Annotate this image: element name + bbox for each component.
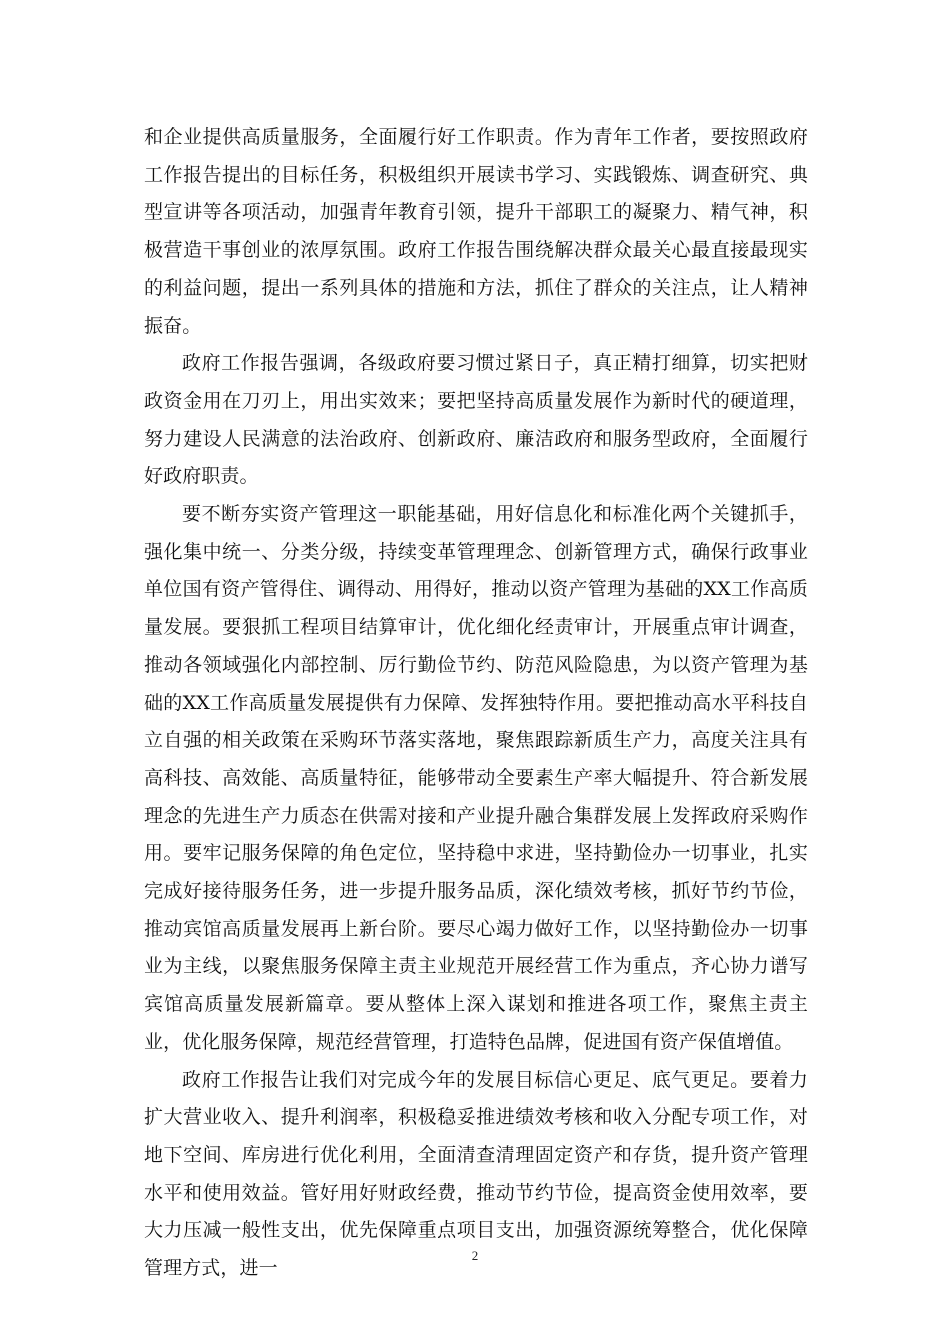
paragraph-fiscal-discipline: 政府工作报告强调，各级政府要习惯过紧日子，真正精打细算，切实把财政资金用在刀刃上，用出实效来；要把坚持高质量发展作为新时代的硬道理，努力建设人民满意的法治政府、创新政府、廉洁政府和服务型政府，全面履行好政府职责。	[144, 352, 808, 488]
paragraph-asset-management: 要不断夯实资产管理这一职能基础，用好信息化和标准化两个关键抓手，强化集中统一、分类分级，持续变革管理理念、创新管理方式，确保行政事业单位国有资产管得住、调得动、用得好，推动以资产管理为基础的XX工作高质量发展。要狠抓工程项目结算审计，优化细化经责审计，开展重点审计调查，推动各领域强化内部控制、厉行勤俭节约、防范风险隐患，为以资产管理为基础的XX工作高质量发展提供有力保障、发挥独特作用。要把推动高水平科技自立自强的相关政策在采购环节落实落地，聚焦跟踪新质生产力，高度关注具有高科技、高效能、高质量特征，能够带动全要素生产率大幅提升、符合新发展理念的先进生产力质态在供需对接和产业提升融合集群发展上发挥政府采购作用。要牢记服务保障的角色定位，坚持稳中求进，坚持勤俭办一切事业，扎实完成好接待服务任务，进一步提升服务品质，深化绩效考核，抓好节约节俭，推动宾馆高质量发展再上新台阶。要尽心竭力做好工作，以坚持勤俭办一切事业为主线，以聚焦服务保障主责主业规范开展经营工作为重点，齐心协力谱写宾馆高质量发展新篇章。要从整体上深入谋划和推进各项工作，聚焦主责主业，优化服务保障，规范经营管理，打造特色品牌，促进国有资产保值增值。	[144, 503, 808, 1053]
document-body	[144, 119, 808, 1288]
paragraph-development-goals: 政府工作报告让我们对完成今年的发展目标信心更足、底气更足。要着力扩大营业收入、提升利润率，积极稳妥推进绩效考核和收入分配专项工作，对地下空间、库房进行优化利用，全面清查清理固定资产和存货，提升资产管理水平和使用效益。管好用好财政经费，推动节约节俭，提高资金使用效率，要大力压减一般性支出，优先保障重点项目支出，加强资源统筹整合，优化保障管理方式，进一	[144, 1068, 808, 1280]
page-number: 2	[471, 1248, 479, 1263]
paragraph-continuation: 和企业提供高质量服务，全面履行好工作职责。作为青年工作者，要按照政府工作报告提出的目标任务，积极组织开展读书学习、实践锻炼、调查研究、典型宣讲等各项活动，加强青年教育引领，提升干部职工的凝聚力、精气神，积极营造干事创业的浓厚氛围。政府工作报告围绕解决群众最关心最直接最现实的利益问题，提出一系列具体的措施和方法，抓住了群众的关注点，让人精神振奋。	[144, 126, 808, 337]
